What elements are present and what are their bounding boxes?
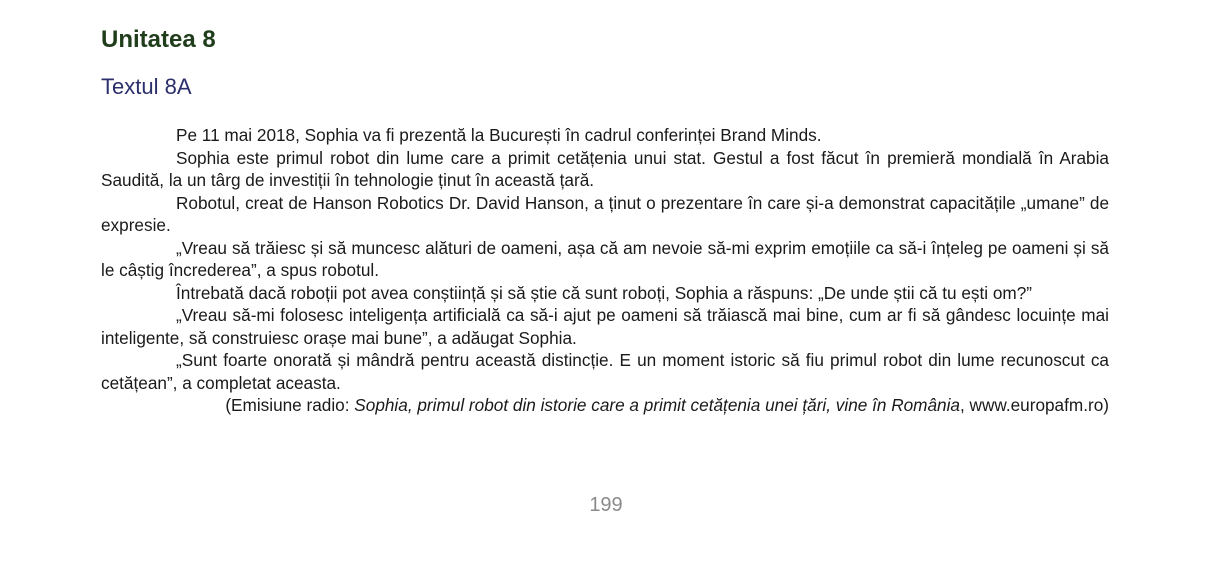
article-body <box>101 124 1109 417</box>
source-title: Sophia, primul robot din istorie care a primit cetățenia unei țări, vine în România <box>354 395 960 415</box>
source-suffix: , www.europafm.ro) <box>959 395 1109 415</box>
source-citation <box>101 394 1109 417</box>
text-title: Textul 8A <box>101 74 192 99</box>
paragraph-3: Robotul, creat de Hanson Robotics Dr. David Hanson, a ținut o prezentare în care și-a demonstrat capacitățile „umane” de expresie. <box>101 192 1109 235</box>
paragraph-1: Pe 11 mai 2018, Sophia va fi prezentă la București în cadrul conferinței Brand Minds. <box>176 125 822 145</box>
paragraph-6: „Vreau să-mi folosesc inteligența artificială ca să-i ajut pe oameni să trăiască mai bine, cum ar fi să gândesc locuințe mai inteligente, să construiesc orașe mai bune”, a adăugat Sophia. <box>101 305 1109 348</box>
paragraph-4: „Vreau să trăiesc și să muncesc alături de oameni, așa că am nevoie să-mi exprim emoțiile ca să-i înțeleg pe oameni și să le câștig încrederea”, a spus robotul. <box>101 237 1109 280</box>
unit-title: Unitatea 8 <box>101 26 216 53</box>
paragraph-7: „Sunt foarte onorată și mândră pentru această distincție. E un moment istoric să fiu primul robot din lume recunoscut ca cetățean”, a completat aceasta. <box>101 350 1109 393</box>
paragraph-5: Întrebată dacă roboții pot avea conștiință și să știe că sunt roboți, Sophia a răspuns: „De unde știi că tu ești om?” <box>176 282 1033 303</box>
page-content <box>101 20 1109 417</box>
paragraph-2: Sophia este primul robot din lume care a primit cetățenia unui stat. Gestul a fost făcut în premieră mondială în Arabia Saudită, la un târg de investiții în tehnologie ținut în această țară. <box>101 147 1109 190</box>
page-number: 199 <box>589 494 623 516</box>
source-prefix: (Emisiune radio: <box>225 395 355 415</box>
